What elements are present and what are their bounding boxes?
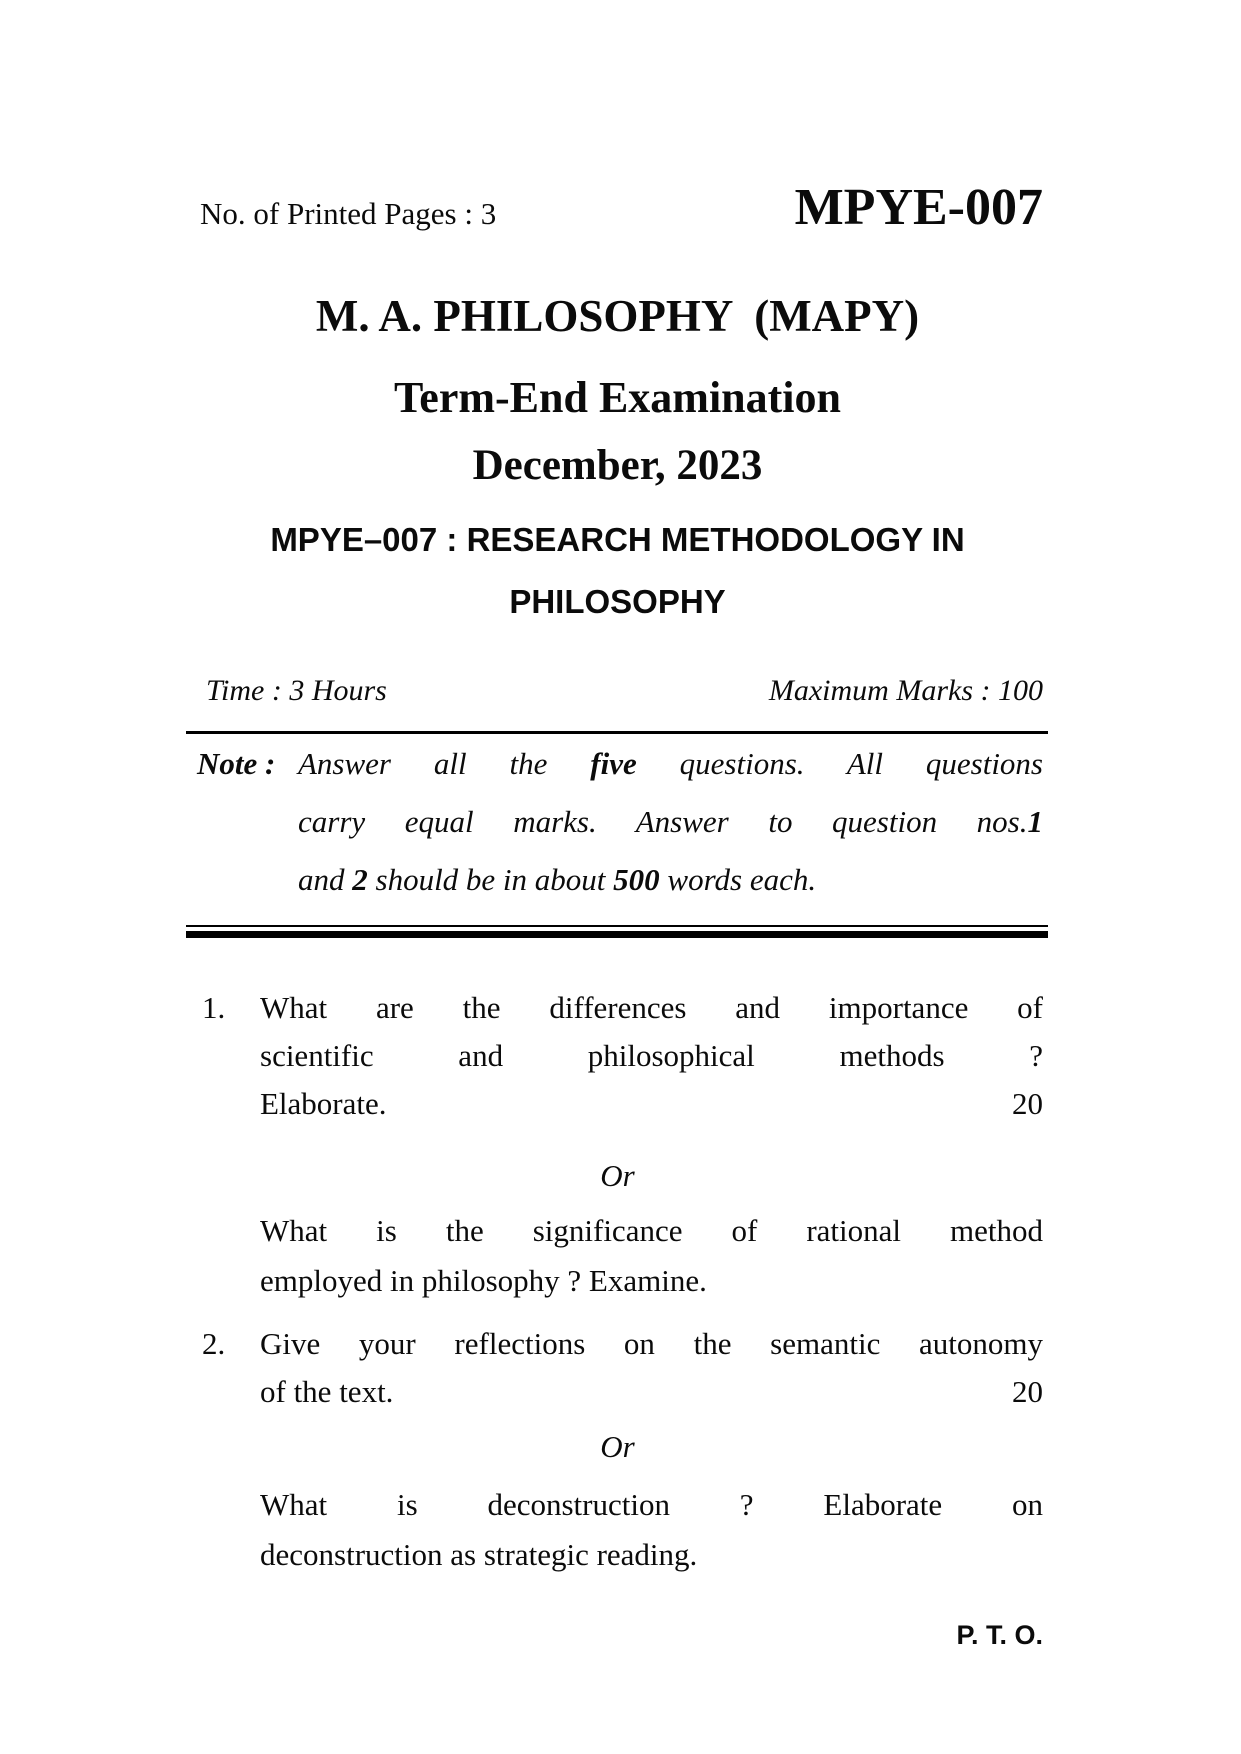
note-body xyxy=(298,735,1043,909)
pto-label: P. T. O. xyxy=(956,1620,1043,1650)
or-separator: Or xyxy=(600,1158,635,1193)
exam-session: December, 2023 xyxy=(472,442,763,489)
note-line: carry equal marks. Answer to question nos.1 xyxy=(298,804,1043,839)
note-label: Note : xyxy=(197,746,276,781)
marks-value: 20 xyxy=(1012,1086,1043,1121)
question-2-alternative xyxy=(192,1480,1043,1580)
question-line: Give your reflections on the semantic autonomy xyxy=(260,1326,1043,1361)
question-line: What are the differences and importance of xyxy=(260,990,1043,1025)
note-line: and 2 should be in about 500 words each. xyxy=(298,862,817,897)
question-1 xyxy=(192,984,1043,1128)
question-line xyxy=(260,1368,1043,1416)
time-marks-row xyxy=(192,676,1043,706)
question-line xyxy=(260,1080,1043,1128)
question-line: employed in philosophy ? Examine. xyxy=(260,1263,707,1298)
marks-value: 20 xyxy=(1012,1374,1043,1409)
exam-title: Term-End Examination xyxy=(393,373,841,422)
question-line: What is deconstruction ? Elaborate on xyxy=(260,1487,1043,1522)
note-section xyxy=(192,735,1043,909)
max-marks-label: Maximum Marks : 100 xyxy=(768,674,1043,707)
question-2 xyxy=(192,1320,1043,1416)
divider-single-rule xyxy=(186,731,1048,734)
page-header xyxy=(192,179,1043,236)
subject-line-2: PHILOSOPHY xyxy=(509,583,726,620)
question-number: 1. xyxy=(202,990,226,1025)
question-line: scientific and philosophical methods ? xyxy=(260,1038,1043,1073)
question-line-text: of the text. xyxy=(260,1374,394,1409)
note-line: Answer all the five questions. All questions xyxy=(298,746,1043,781)
question-line: deconstruction as strategic reading. xyxy=(260,1537,698,1572)
question-line-text: Elaborate. xyxy=(260,1086,387,1121)
question-number: 2. xyxy=(202,1326,226,1361)
or-separator: Or xyxy=(600,1429,635,1464)
question-text xyxy=(260,1320,1043,1416)
divider-double-rule xyxy=(186,925,1048,938)
program-title: M. A. PHILOSOPHY (MAPY) xyxy=(315,291,920,341)
question-text xyxy=(260,984,1043,1128)
printed-pages-label: No. of Printed Pages : 3 xyxy=(200,196,497,231)
paper-code: MPYE-007 xyxy=(794,179,1043,236)
time-allowed-label: Time : 3 Hours xyxy=(206,674,387,707)
question-1-alternative xyxy=(192,1206,1043,1306)
subject-line-1: MPYE–007 : RESEARCH METHODOLOGY IN xyxy=(270,521,965,558)
question-line: What is the significance of rational method xyxy=(260,1213,1043,1248)
